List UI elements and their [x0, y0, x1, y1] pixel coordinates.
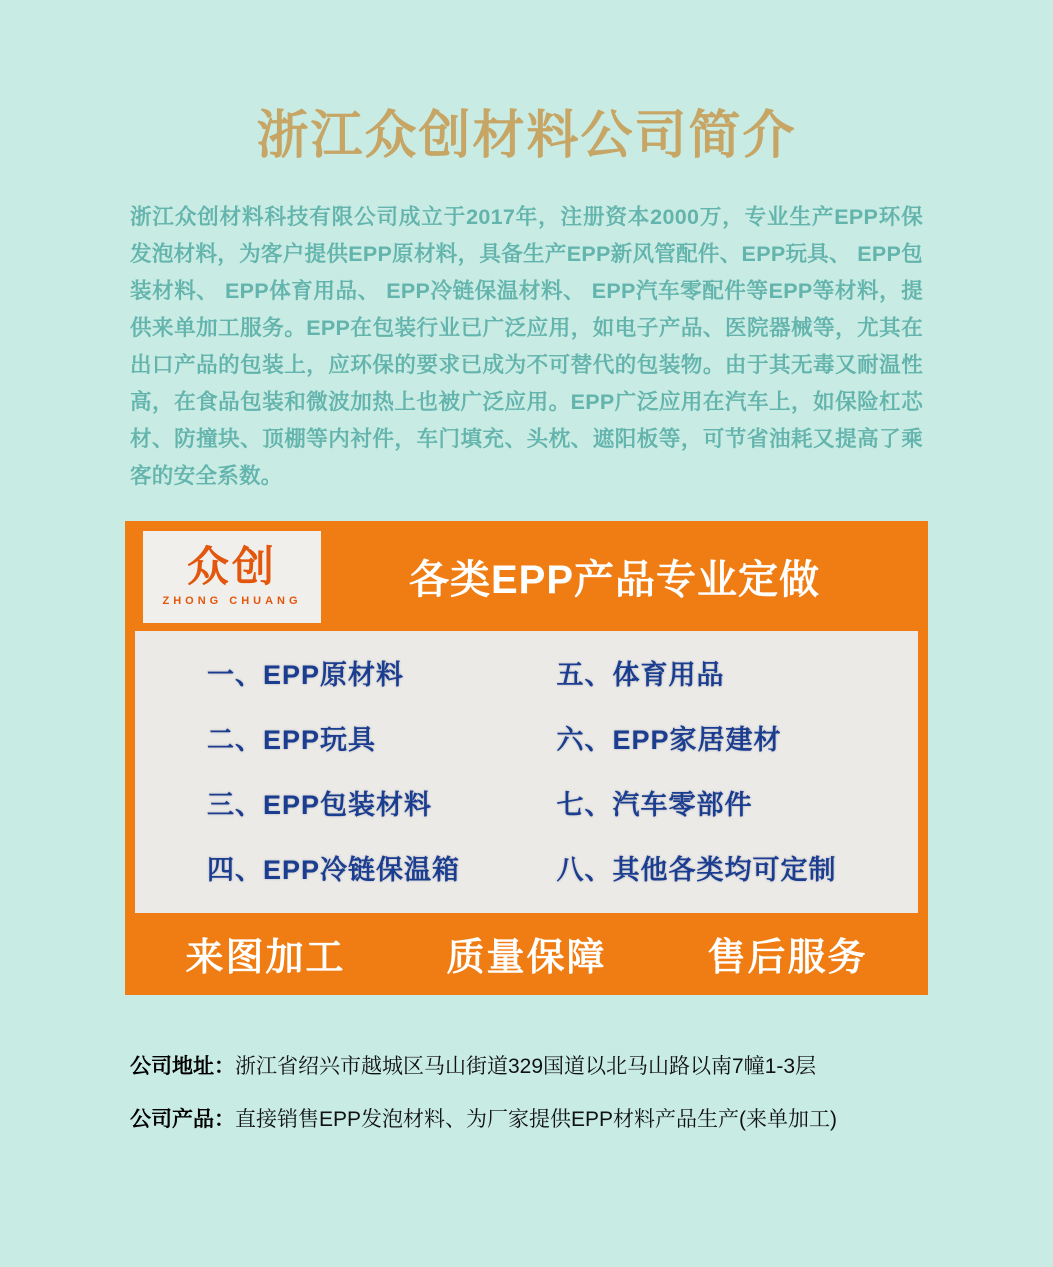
info-row-address — [130, 1051, 923, 1083]
info-value: 直接销售EPP发泡材料、为厂家提供EPP材料产品生产(来单加工) — [235, 1108, 838, 1132]
info-label: 公司地址： — [130, 1054, 235, 1078]
list-item: 五、体育用品 — [556, 659, 725, 690]
list-item: 一、EPP原材料 — [207, 659, 405, 690]
company-logo — [143, 531, 321, 623]
info-label: 公司产品： — [130, 1108, 235, 1132]
product-banner — [125, 521, 928, 995]
info-row-products — [130, 1104, 923, 1136]
info-value: 浙江省绍兴市越城区马山街道329国道以北马山路以南7幢1-3层 — [235, 1054, 817, 1078]
page-title: 浙江众创材料公司简介 — [256, 107, 797, 165]
service-item: 来图加工 — [185, 937, 346, 980]
banner-headline: 各类EPP产品专业定做 — [408, 558, 821, 603]
list-item: 二、EPP玩具 — [207, 724, 377, 755]
logo-text-cn: 众创 — [186, 543, 277, 591]
list-item: 七、汽车零部件 — [556, 789, 753, 820]
service-item: 质量保障 — [446, 937, 607, 980]
list-item: 三、EPP包装材料 — [207, 789, 433, 820]
banner-header — [135, 531, 918, 623]
contact-info — [130, 1051, 923, 1136]
company-intro-paragraph: 浙江众创材料科技有限公司成立于2017年，注册资本2000万，专业生产EPP环保发泡材料，为客户提供EPP原材料，具备生产EPP新风管配件、EPP玩具、 EPP包装材料、 EPP体育用品、 EPP冷链保温材料、 EPP汽车零配件等EPP等材料，提供来单加工服务。EPP在包装行业已广泛应用，如电子产品、医院器械等，尤其在出口产品的包装上，应环保的要求已成为不可替代的包装物。由于其无毒又耐温性高，在食品包装和微波加热上也被广泛应用。EPP广泛应用在汽车上，如保险杠芯材、防撞块、顶棚等内衬件，车门填充、头枕、遮阳板等，可节省油耗又提高了乘客的安全系数。 — [130, 205, 923, 488]
service-item: 售后服务 — [707, 937, 868, 980]
list-item: 四、EPP冷链保温箱 — [207, 854, 461, 885]
banner-service-bar — [135, 913, 918, 995]
list-item: 八、其他各类均可定制 — [556, 854, 837, 885]
list-item: 六、EPP家居建材 — [556, 724, 782, 755]
product-list — [135, 631, 918, 913]
logo-text-pinyin: ZHONG CHUANG — [162, 595, 302, 608]
